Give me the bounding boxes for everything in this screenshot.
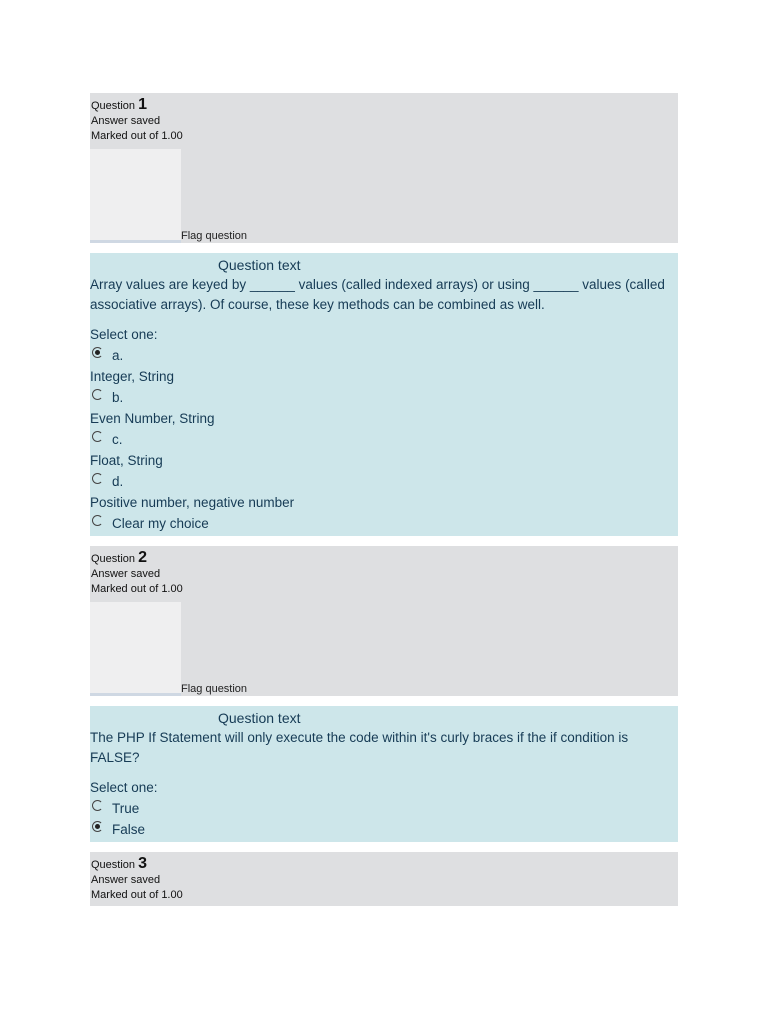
flag-question-icon[interactable] bbox=[90, 149, 181, 243]
answer-option-d[interactable] bbox=[90, 471, 678, 513]
question-3-info bbox=[90, 852, 678, 906]
radio-d[interactable] bbox=[92, 473, 103, 484]
option-letter: d. bbox=[112, 474, 124, 489]
question-number bbox=[91, 550, 678, 567]
question-state: Answer saved bbox=[91, 115, 161, 127]
question-number-value: 1 bbox=[138, 96, 147, 113]
answer-option-a[interactable] bbox=[90, 345, 678, 387]
option-text: Positive number, negative number bbox=[90, 495, 295, 510]
question-number bbox=[91, 97, 678, 114]
question-label: Question bbox=[91, 100, 136, 112]
clear-choice-label[interactable]: Clear my choice bbox=[112, 516, 209, 531]
question-label: Question bbox=[91, 553, 136, 565]
option-text: Float, String bbox=[90, 453, 163, 468]
option-text: True bbox=[112, 801, 140, 816]
option-letter: c. bbox=[112, 432, 123, 447]
question-grade: Marked out of 1.00 bbox=[91, 889, 183, 901]
option-letter: a. bbox=[112, 348, 124, 363]
option-text: False bbox=[112, 822, 146, 837]
radio-clear[interactable] bbox=[92, 515, 103, 526]
question-grade: Marked out of 1.00 bbox=[91, 583, 183, 595]
select-one-label: Select one: bbox=[90, 327, 158, 342]
question-1-info bbox=[90, 93, 678, 243]
question-label: Question bbox=[91, 859, 136, 871]
question-text: Array values are keyed by ______ values (called indexed arrays) or using ______ values (called associative arrays). Of course, these key methods can be combined as well. bbox=[90, 277, 665, 312]
flag-question-link[interactable]: Flag question bbox=[181, 683, 248, 695]
answer-option-false[interactable] bbox=[90, 819, 678, 840]
question-state: Answer saved bbox=[91, 568, 161, 580]
option-text: Integer, String bbox=[90, 369, 175, 384]
radio-c[interactable] bbox=[92, 431, 103, 442]
answer-option-b[interactable] bbox=[90, 387, 678, 429]
flag-question-link[interactable]: Flag question bbox=[181, 230, 248, 242]
question-number-value: 2 bbox=[138, 549, 147, 566]
answer-option-c[interactable] bbox=[90, 429, 678, 471]
radio-b[interactable] bbox=[92, 389, 103, 400]
select-one-label: Select one: bbox=[90, 780, 158, 795]
question-1-content bbox=[90, 253, 678, 536]
option-text: Even Number, String bbox=[90, 411, 215, 426]
option-letter: b. bbox=[112, 390, 124, 405]
question-state: Answer saved bbox=[91, 874, 161, 886]
radio-false[interactable] bbox=[92, 821, 103, 832]
flag-question-icon[interactable] bbox=[90, 602, 181, 696]
radio-true[interactable] bbox=[92, 800, 103, 811]
question-2-info bbox=[90, 546, 678, 696]
answer-option-true[interactable] bbox=[90, 798, 678, 819]
question-number bbox=[91, 856, 678, 873]
question-grade: Marked out of 1.00 bbox=[91, 130, 183, 142]
clear-choice[interactable] bbox=[90, 513, 678, 534]
question-text-heading: Question text bbox=[218, 257, 301, 273]
question-text: The PHP If Statement will only execute the code within it's curly braces if the if condition is FALSE? bbox=[90, 730, 629, 765]
radio-a[interactable] bbox=[92, 347, 103, 358]
question-2-content bbox=[90, 706, 678, 842]
question-text-heading: Question text bbox=[218, 710, 301, 726]
question-number-value: 3 bbox=[138, 855, 147, 872]
quiz-page bbox=[90, 93, 678, 916]
